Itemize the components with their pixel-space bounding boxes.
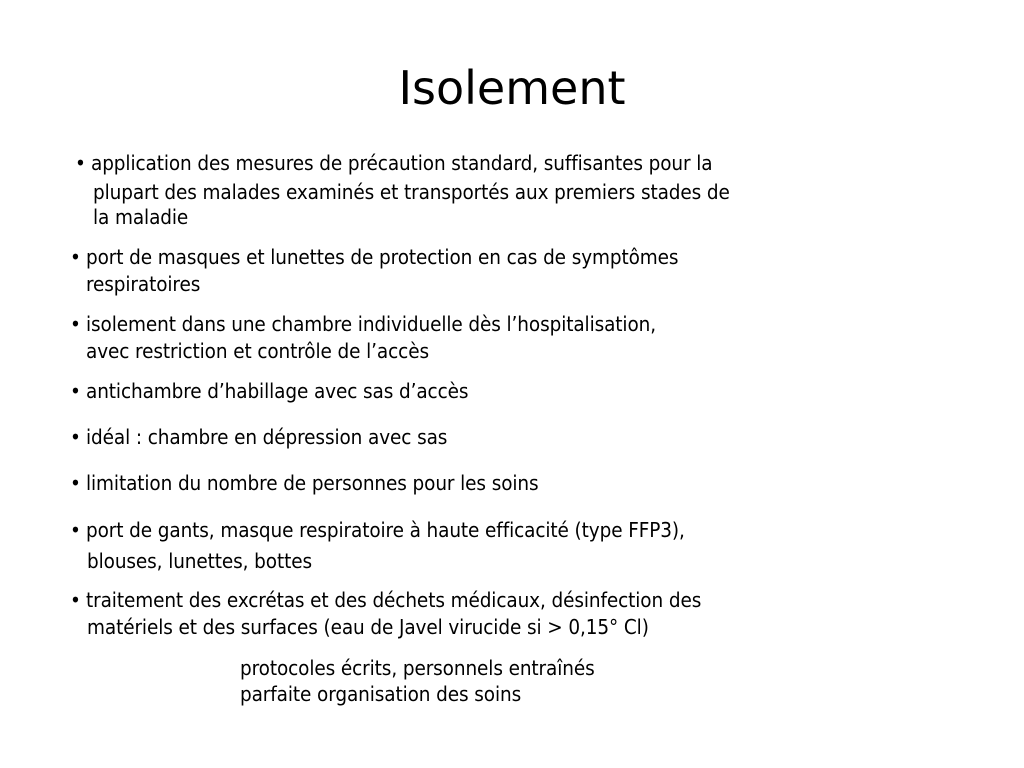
bullet-item-3-line-1: isolement dans une chambre individuelle dès l’hospitalisation, — [86, 312, 656, 336]
bullet-item-8 — [70, 587, 701, 613]
bullet-item-6 — [70, 470, 539, 496]
bullet-item-3 — [70, 311, 656, 337]
bullet-item-6-line-1: limitation du nombre de personnes pour les soins — [86, 471, 539, 495]
bullet-item-3-line-2: avec restriction et contrôle de l’accès — [86, 339, 429, 363]
bullet-item-5-line-1: idéal : chambre en dépression avec sas — [86, 425, 448, 449]
bullet-icon: • — [70, 471, 81, 495]
bullet-icon: • — [70, 425, 81, 449]
bullet-icon: • — [70, 588, 81, 612]
bullet-item-2 — [70, 244, 678, 270]
footer-line-2: parfaite organisation des soins — [240, 682, 522, 706]
bullet-item-5 — [70, 424, 447, 450]
bullet-item-1-line-1: application des mesures de précaution standard, suffisantes pour la — [91, 151, 713, 175]
footer-line-1: protocoles écrits, personnels entraînés — [240, 656, 595, 680]
bullet-item-4 — [70, 378, 468, 404]
slide-title: Isolement — [398, 61, 626, 115]
bullet-item-8-line-1: traitement des excrétas et des déchets médicaux, désinfection des — [86, 588, 702, 612]
bullet-item-2-line-1: port de masques et lunettes de protection en cas de symptômes — [86, 245, 679, 269]
bullet-item-8-line-2: matériels et des surfaces (eau de Javel virucide si > 0,15° Cl) — [87, 615, 649, 639]
bullet-icon: • — [70, 312, 81, 336]
bullet-item-7-line-1: port de gants, masque respiratoire à haute efficacité (type FFP3), — [86, 518, 685, 542]
bullet-item-2-line-2: respiratoires — [86, 272, 201, 296]
bullet-item-7-line-2: blouses, lunettes, bottes — [87, 549, 312, 573]
bullet-item-4-line-1: antichambre d’habillage avec sas d’accès — [86, 379, 469, 403]
bullet-item-1-line-3: la maladie — [93, 205, 189, 229]
bullet-icon: • — [75, 151, 86, 175]
bullet-item-7 — [70, 517, 685, 543]
bullet-icon: • — [70, 518, 81, 542]
bullet-icon: • — [70, 379, 81, 403]
bullet-icon: • — [70, 245, 81, 269]
bullet-item-1-line-2: plupart des malades examinés et transportés aux premiers stades de — [93, 180, 730, 204]
bullet-item-1 — [75, 150, 712, 176]
